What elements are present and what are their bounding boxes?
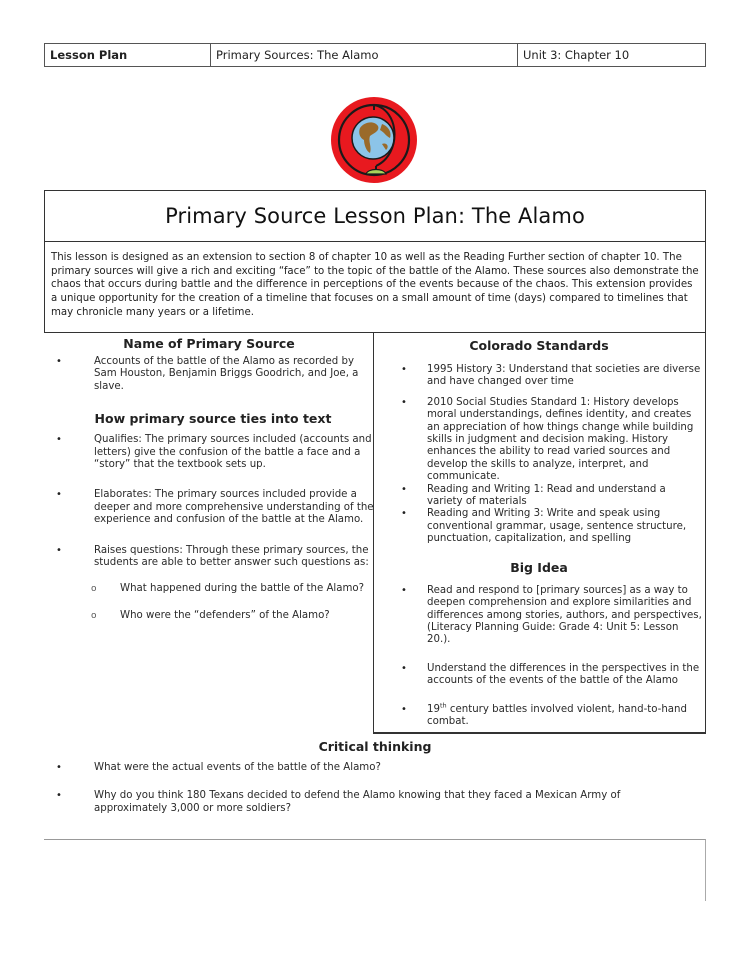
intro-paragraph: This lesson is designed as an extension to section 8 of chapter 10 as well as the Reading Further section of chapter 10. The primary sources will give a rich and exciting “face” to the topic of the battle of the Alamo. These sources also demonstrate the chaos that occurs during battle and the difference in perceptions of the events because of the chaos. This extension provides a unique opportunity for the creation of a timeline that focuses on a small amount of time (days) compared to timelines that may chronicle many years or a lifetime.	[51, 252, 699, 318]
header-cell-topic: Primary Sources: The Alamo	[211, 44, 518, 66]
list-item: • Reading and Writing 1: Read and understand a variety of materials	[401, 483, 666, 508]
critical-thinking-heading: Critical thinking	[318, 739, 432, 754]
critical-thinking-list	[44, 762, 706, 815]
header-table	[44, 43, 706, 67]
circle-bullet-icon: o	[91, 584, 97, 595]
bullet-icon: •	[401, 662, 407, 674]
bullet-icon: •	[56, 489, 62, 501]
page-title: Primary Source Lesson Plan: The Alamo	[165, 204, 585, 228]
critical-thinking-section	[44, 739, 706, 815]
list-item: • Qualifies: The primary sources included (accounts and letters) give the confusion of the battle a face and a “story” that the textbook sets up.	[56, 434, 372, 471]
bottom-frame-divider	[44, 839, 706, 901]
list-item: • 19th century battles involved violent, hand-to-hand combat.	[401, 701, 687, 727]
standards-list	[374, 364, 704, 546]
globe-icon	[330, 96, 418, 184]
sub-list-item: o Who were the “defenders” of the Alamo?	[91, 609, 330, 621]
list-item: • Why do you think 180 Texans decided to defend the Alamo knowing that they faced a Mexican Army of approximately 3,000 or more soldiers?	[56, 790, 621, 814]
ties-list	[44, 434, 374, 569]
list-item: • Reading and Writing 3: Write and speak using conventional grammar, usage, sentence structure, punctuation, capitalization, and spelling	[401, 508, 687, 545]
list-item: • Understand the differences in the perspectives in the accounts of the events of the battle of the Alamo	[401, 662, 700, 687]
colorado-standards-heading: Colorado Standards	[469, 338, 609, 353]
sub-list-item: o What happened during the battle of the Alamo?	[91, 583, 365, 595]
big-idea-heading: Big Idea	[510, 559, 568, 575]
ties-into-text-heading: How primary source ties into text	[94, 411, 332, 427]
name-of-primary-source-heading: Name of Primary Source	[123, 336, 295, 351]
bullet-icon: •	[401, 508, 407, 520]
circle-bullet-icon: o	[91, 610, 97, 621]
list-item: • 1995 History 3: Understand that societies are diverse and have changed over time	[401, 364, 701, 388]
primary-source-list	[44, 356, 374, 393]
list-item: • Accounts of the battle of the Alamo as recorded by Sam Houston, Benjamin Briggs Goodrich, and Joe, a slave.	[56, 356, 359, 392]
bullet-icon: •	[56, 434, 62, 446]
left-column	[44, 336, 374, 636]
bullet-icon: •	[56, 544, 62, 556]
list-item: • What were the actual events of the battle of the Alamo?	[56, 762, 381, 773]
right-column-box	[373, 332, 706, 734]
bullet-icon: •	[56, 790, 62, 802]
bullet-icon: •	[401, 703, 407, 715]
intro-box	[44, 241, 706, 333]
header-cell-unit: Unit 3: Chapter 10	[523, 48, 630, 62]
list-item: • Elaborates: The primary sources included provide a deeper and more comprehensive understanding of the experience and confusion of the battle at the Alamo.	[56, 489, 374, 526]
title-box	[44, 190, 706, 242]
bullet-icon: •	[401, 396, 407, 408]
bullet-icon: •	[56, 356, 62, 367]
bullet-icon: •	[401, 483, 407, 495]
questions-sublist	[44, 583, 374, 622]
list-item: • Raises questions: Through these primary sources, the students are able to better answer such questions as:	[56, 544, 369, 569]
list-item: • Read and respond to [primary sources] as a way to deepen comprehension and explore similarities and differences among stories, authors, and perspectives, (Literacy Planning Guide: Grade 4: Unit 5: Lesson 20.).	[401, 584, 702, 646]
bullet-icon: •	[56, 762, 62, 773]
header-cell-doc-type: Lesson Plan	[45, 44, 211, 66]
bullet-icon: •	[401, 584, 407, 596]
bullet-icon: •	[401, 364, 407, 375]
big-idea-list	[374, 585, 704, 729]
list-item: • 2010 Social Studies Standard 1: History develops moral understandings, defines identity, and creates an appreciation of how things change while building skills in judgment and decision making. History enhances the ability to read varied sources and develop the skills to analyze, interpret, and communicate.	[401, 396, 694, 483]
